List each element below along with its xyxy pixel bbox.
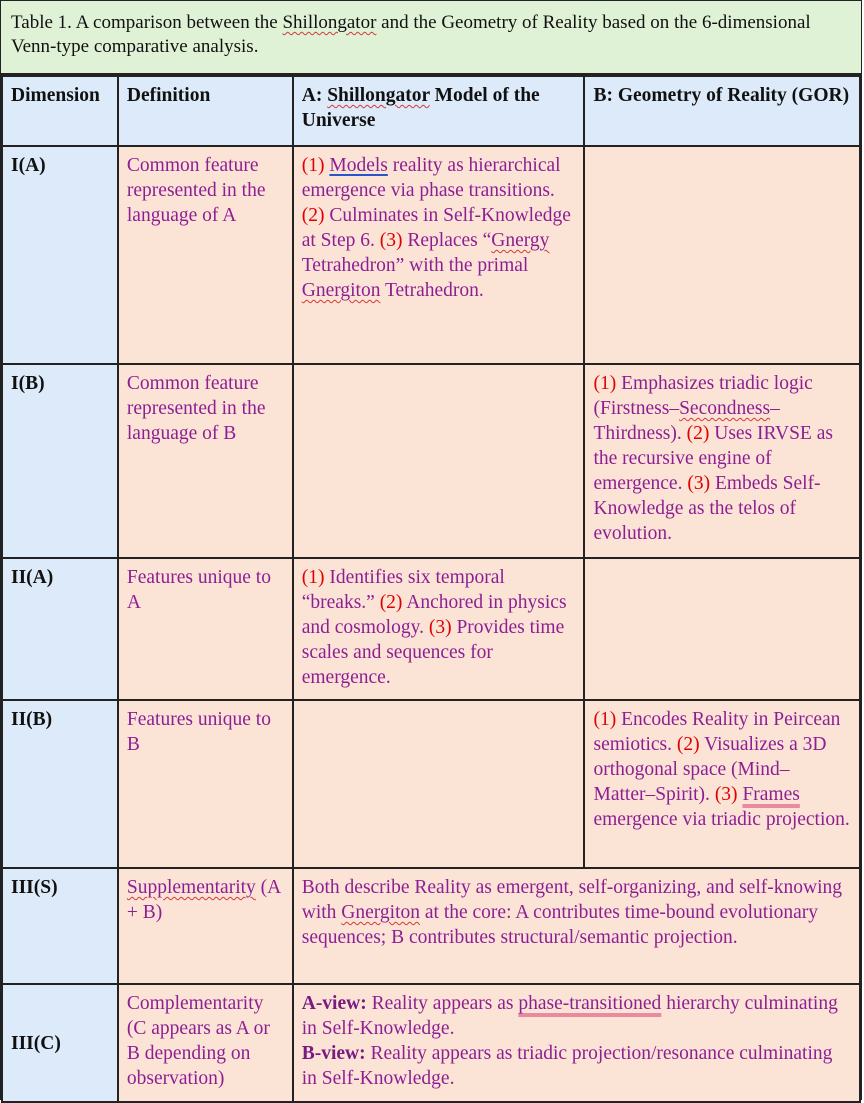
item-number: (1) (301, 567, 325, 588)
table-row (2, 868, 860, 984)
cell-text: at the core: A contributes time-bound evolutionary sequences; B contributes structural/semantic projection. (301, 902, 819, 948)
header-a-suffix: Model of the Universe (301, 85, 540, 131)
word-frames: Frames (742, 784, 800, 805)
cell-text: Reality appears as triadic projection/resonance culminating in Self-Knowledge. (301, 1043, 833, 1089)
cell-text: Visualizes a 3D orthogonal space (Mind–Matter–Spirit). (593, 734, 827, 805)
item-number: (2) (686, 423, 710, 444)
cell-text: hierarchy culminating in Self-Knowledge. (301, 993, 838, 1039)
row-definition (118, 868, 293, 984)
cell-text: Identifies six temporal “breaks.” (301, 567, 505, 613)
cell-text: Uses IRVSE as the recursive engine of emergence. (593, 423, 833, 494)
cell-text: Culminates in Self-Knowledge at Step 6. (301, 205, 571, 251)
table-row (2, 364, 860, 558)
table-row (2, 558, 860, 700)
table-row (2, 700, 860, 868)
row-dimension: I(B) (2, 364, 118, 558)
row-a-cell (293, 146, 585, 364)
item-number: (3) (379, 230, 403, 251)
word-secondness: Secondness (679, 398, 771, 419)
b-view-label: B-view: (301, 1043, 366, 1064)
row-definition: Features unique to B (118, 700, 293, 868)
word-gnergiton: Gnergiton (301, 280, 381, 301)
row-a-cell (293, 364, 585, 558)
item-number: (2) (379, 592, 403, 613)
word-models: Models (329, 155, 388, 176)
a-view-line (302, 991, 851, 1041)
item-number: (2) (301, 205, 325, 226)
row-dimension: III(S) (2, 868, 118, 984)
comparison-table (1, 75, 861, 1103)
cell-text: emergence via triadic projection. (593, 809, 850, 830)
row-dimension: II(A) (2, 558, 118, 700)
header-row (2, 76, 860, 146)
header-definition: Definition (118, 76, 293, 146)
cell-text: Reality appears as (366, 993, 519, 1014)
row-dimension: III(C) (2, 984, 118, 1102)
cell-text: Both describe Reality as emergent, self-organizing, and self-knowing with (301, 877, 842, 923)
header-dimension: Dimension (2, 76, 118, 146)
cell-text: Embeds Self-Knowledge as the telos of evolution. (593, 473, 821, 544)
row-merged-cell (293, 868, 860, 984)
row-b-cell (584, 700, 860, 868)
word-supplementarity: Supplementarity (126, 877, 256, 898)
row-b-cell (584, 364, 860, 558)
item-number: (1) (593, 709, 617, 730)
item-number: (3) (428, 617, 452, 638)
word-gnergy: Gnergy (491, 230, 550, 251)
item-number: (2) (676, 734, 700, 755)
header-a (293, 76, 585, 146)
word-gnergiton: Gnergiton (341, 902, 420, 923)
item-number: (3) (687, 473, 711, 494)
b-view-line (302, 1041, 851, 1091)
cell-text: Anchored in physics and cosmology. (301, 592, 567, 638)
item-number: (3) (714, 784, 738, 805)
row-merged-cell (293, 984, 860, 1102)
header-a-shillongator: Shillongator (327, 85, 430, 106)
row-definition: Common feature represented in the language of A (118, 146, 293, 364)
row-definition: Complementarity (C appears as A or B depending on observation) (118, 984, 293, 1102)
row-definition: Common feature represented in the language of B (118, 364, 293, 558)
table-row (2, 984, 860, 1102)
cell-text: Tetrahedron” with the primal (301, 255, 529, 276)
cell-text: Provides time scales and sequences for emergence. (301, 617, 565, 688)
cell-text: Emphasizes triadic logic (Firstness– (593, 373, 813, 419)
caption-text-start: Table 1. A comparison between the (11, 12, 283, 33)
row-b-cell (584, 146, 860, 364)
header-b: B: Geometry of Reality (GOR) (584, 76, 860, 146)
caption-shillongator: Shillongator (282, 12, 377, 33)
cell-text: reality as hierarchical emergence via phase transitions. (301, 155, 561, 201)
row-dimension: I(A) (2, 146, 118, 364)
row-definition: Features unique to A (118, 558, 293, 700)
cell-text: Replaces “ (402, 230, 492, 251)
row-b-cell (584, 558, 860, 700)
cell-text: Encodes Reality in Peircean semiotics. (593, 709, 841, 755)
cell-text: (A + B) (126, 877, 281, 923)
word-phase-transitioned: phase-transitioned (518, 993, 662, 1014)
a-view-label: A-view: (301, 993, 367, 1014)
row-a-cell (293, 700, 585, 868)
item-number: (1) (593, 373, 617, 394)
header-a-prefix: A: (301, 85, 328, 106)
table-row (2, 146, 860, 364)
table-caption (1, 1, 861, 75)
row-dimension: II(B) (2, 700, 118, 868)
item-number: (1) (301, 155, 325, 176)
cell-text: Tetrahedron. (380, 280, 484, 301)
row-a-cell (293, 558, 585, 700)
caption-text-end: and the Geometry of Reality based on the 6-dimensional Venn-type comparative analysis. (11, 12, 811, 57)
cell-text: –Thirdness). (593, 398, 780, 444)
